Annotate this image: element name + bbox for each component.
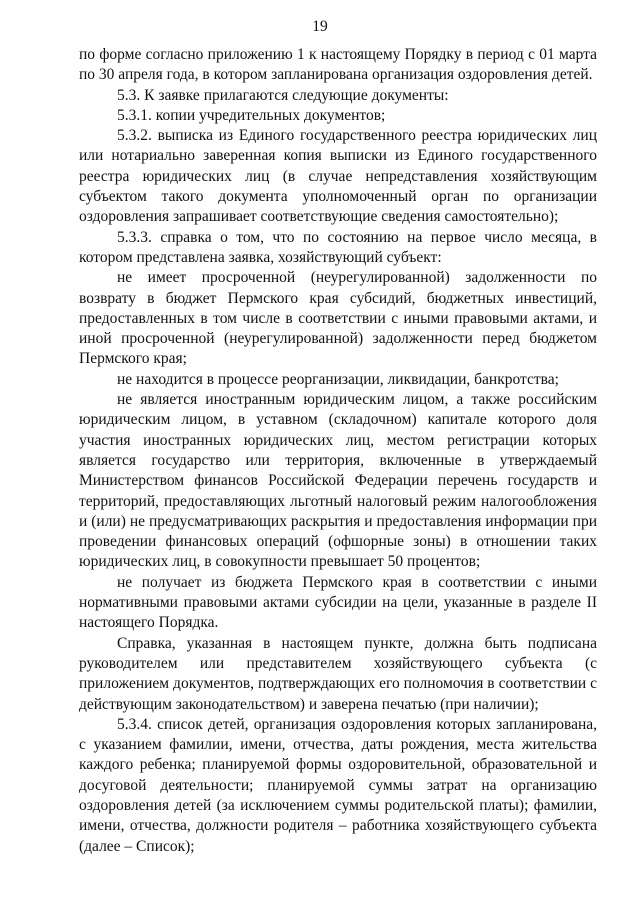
page-number: 19 <box>312 18 328 35</box>
paragraph-not-foreign-entity: не является иностранным юридическим лицом, а также российским юридическим лицом, в уставном (складочном) капитале которого доля участия иностранных юридических лиц, местом регистрации которых является государство или территория, включенные в утверждаемый Министерством финансов Российской Федерации перечень государств и территорий, предоставляющих льготный налоговый режим налогообложения и (или) не предусматривающих раскрытия и предоставления информации при проведении финансовых операций (офшорные зоны) в отношении таких юридических лиц, в совокупности превышает 50 процентов; <box>79 391 597 571</box>
paragraph-5-3-2-registry-extract: 5.3.2. выписка из Единого государственного реестра юридических лиц или нотариально заверенная копия выписки из Единого государственного реестра юридических лиц (в случае непредставления хозяйствующим субъектом такого документа уполномоченный орган по организации оздоровления запрашивает соответствующие сведения самостоятельно); <box>79 127 597 226</box>
paragraph-5-3-3-certificate: 5.3.3. справка о том, что по состоянию на первое число месяца, в котором представлена заявка, хозяйствующий субъект: <box>79 228 597 266</box>
paragraph-certificate-signature: Справка, указанная в настоящем пункте, должна быть подписана руководителем или представителем хозяйствующего субъекта (с приложением документов, подтверждающих его полномочия в соответствии с действующим законодательством) и заверена печатью (при наличии); <box>79 634 597 713</box>
paragraph-no-other-subsidies: не получает из бюджета Пермского края в соответствии с иными нормативными правовыми актами субсидии на цели, указанные в разделе II настоящего Порядка. <box>79 573 597 632</box>
paragraph-5-3-1-founding-docs: 5.3.1. копии учредительных документов; <box>117 106 386 124</box>
paragraph-5-3-attachments: 5.3. К заявке прилагаются следующие документы: <box>117 86 449 104</box>
document-body <box>79 45 597 857</box>
paragraph-5-3-4-children-list: 5.3.4. список детей, организация оздоровления которых запланирована, с указанием фамилии, имени, отчества, даты рождения, места жительства каждого ребенка; планируемой формы оздоровительной, образовательной и досуговой деятельности; планируемой суммы затрат на организацию оздоровления детей (за исключением суммы родительской платы); фамилии, имени, отчества, должности родителя – работника хозяйствующего субъекта (далее – Список); <box>79 715 597 855</box>
paragraph-no-overdue-debt: не имеет просроченной (неурегулированной) задолженности по возврату в бюджет Пермского края субсидий, бюджетных инвестиций, предоставленных в том числе в соответствии с иными правовыми актами, и иной просроченной (неурегулированной) задолженности перед бюджетом Пермского края; <box>79 269 597 368</box>
paragraph-not-in-reorganization: не находится в процессе реорганизации, ликвидации, банкротства; <box>117 370 559 388</box>
paragraph-application-deadline: по форме согласно приложению 1 к настоящему Порядку в период с 01 марта по 30 апреля года, в котором запланирована организация оздоровления детей. <box>79 46 597 84</box>
